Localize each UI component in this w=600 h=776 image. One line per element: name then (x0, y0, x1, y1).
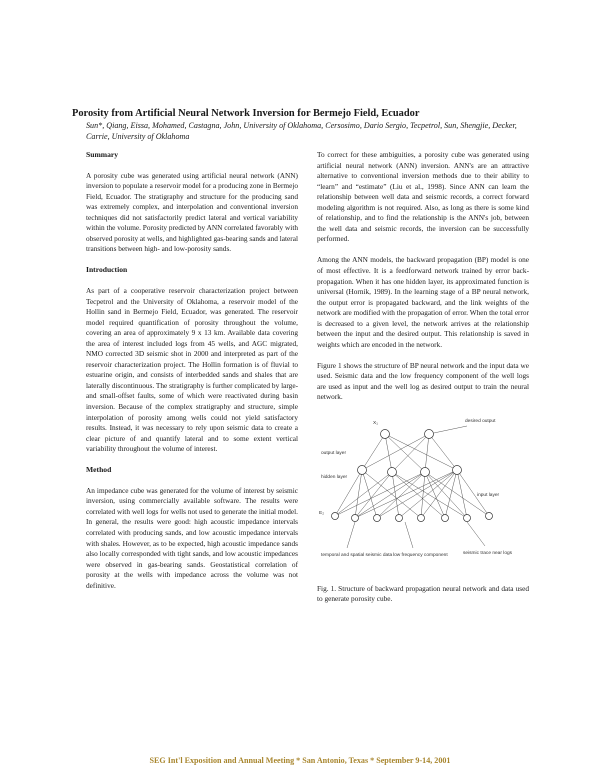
hidden-layer-label: hidden layer (321, 474, 348, 480)
output-layer-label: output layer (321, 450, 347, 456)
figure-reference-paragraph: Figure 1 shows the structure of BP neural network and the input data we used. Seismic data and the low frequency component of the well logs are used as input and the well log as desired output to train the neural network. (317, 360, 529, 402)
page-footer: SEG Int'l Exposition and Annual Meeting * San Antonio, Texas * September 9-14, 2001 (149, 756, 451, 765)
bp-model-paragraph: Among the ANN models, the backward propagation (BP) model is one of most effective. It is a feedforward network trained by error back-propagation. When it has one hidden layer, its approximated function is universal (Hornik, 1989). In the learning stage of a BP neural network, the output error is propagated backward, and the link weights of the network are modified with the propagation of error. When the total error is decreased to a given level, the network arrives at the relationship between the input and the desired output. This relationship is saved in weights which are encoded in the network. (317, 255, 529, 349)
seismic-data-label: temporal and spatial seismic data (321, 552, 393, 558)
seismic-traces-label: seismic trace near logs (463, 550, 513, 556)
method-heading: Method (86, 465, 112, 475)
introduction-heading: Introduction (86, 265, 128, 275)
ann-intro-paragraph: To correct for these ambiguities, a porosity cube was generated using artificial neural network (ANN) inversion. ANN's are an attractive alternative to conventional inversion methods due to their ability to “learn” and “estimate” (Liu et al., 1998). Since ANN can learn the relationship between well data and seismic records, a correct forward modeling algorithm is not required. Also, as long as there is some kind of relationship, and to find the relationship is the ANN's job, between the well data and seismic records, the inversion can be successfully performed. (317, 150, 529, 244)
introduction-text: As part of a cooperative reservoir characterization project between Tecpetrol and the University of Oklahoma, a reservoir model of the Hollin sand in Bermejo Field, Ecuador, was generated. The reservoir model required quantification of porosity throughout the volume, covering an area of approximately 9 x 13 km. Available data covering the area of interest included logs from 45 wells, and AGC migrated, NMO corrected 3D seismic shot in 2000 and interpreted as part of the reservoir characterization project. The Hollin formation is of fluvial to estuarine origin, and consists of interbedded sands and shales that are laterally discontinuous. The stratigraphy is further complicated by large- and small-offset faults, some of which were reactivated during basin inversion. Because of the complex stratigraphy and structure, simple interpolation of porosity among wells could not yield satisfactory results. Instead, it was necessary to rely upon seismic data to create a clear picture of and quantify lateral and to some extent vertical variability throughout the volume of interest. (86, 285, 298, 454)
figure-caption: Fig. 1. Structure of backward propagation neural network and data used to generate porosity cube. (317, 583, 529, 604)
neural-network-diagram (317, 414, 529, 574)
right-column (317, 150, 529, 605)
summary-text: A porosity cube was generated using artificial neural network (ANN) inversion to populate a reservoir model for a producing zone in Bermejo Field, Ecuador. The stratigraphy and structure for the producing sand was extremely complex, and interpolation and conventional inversion techniques did not satisfactorily predict lateral and vertical variability within the volume. Porosity predicted by ANN correlated favorably with observed porosity at wells, and highlighted gas-bearing sands and lateral transitions between high- and low-porosity sands. (86, 170, 298, 254)
left-column (86, 150, 298, 602)
author-list: Sun*, Qiang, Eissa, Mohamed, Castagna, John, University of Oklahoma, Cersosimo, Dario Sergio, Tecpetrol, Sun, Shengjie, Decker, Carrie, University of Oklahoma (86, 121, 517, 141)
input-layer-label: input layer (477, 492, 500, 498)
neural-network-figure (317, 414, 529, 574)
x-top-label: X₁ (373, 420, 378, 426)
e-label: E₂ (319, 510, 325, 516)
paper-title: Porosity from Artificial Neural Network Inversion for Bermejo Field, Ecuador (72, 108, 420, 119)
summary-heading: Summary (86, 150, 119, 159)
desired-output-label: desired output (465, 418, 496, 424)
method-text: An impedance cube was generated for the volume of interest by seismic inversion, using commercially available software. The results were correlated with well logs for wells not used to generate the initial model. In general, the results were good: high acoustic impedance intervals correlated with producing sands, and low acoustic impedance intervals with shales. However, as to be expected, high acoustic impedance sands also locally corresponded with tight sands, and low acoustic impedances were observed in gas-bearing sands. Geostatistical correlation of porosity at the wells with impedance across the volume was not definitive. (86, 485, 298, 590)
low-frequency-label: low frequency component (393, 552, 448, 558)
